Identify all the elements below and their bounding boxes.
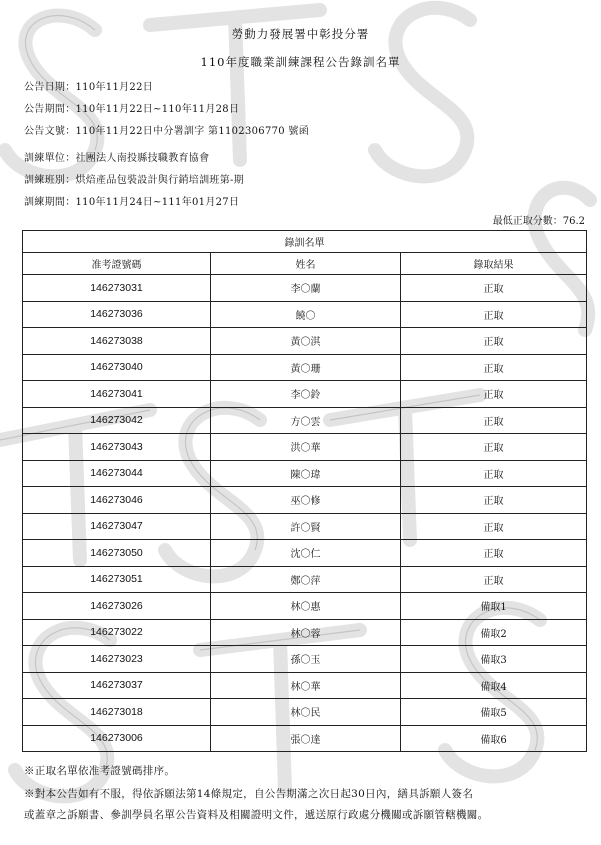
table-caption: 錄訓名單 (23, 231, 587, 253)
table-row (23, 593, 587, 620)
exam-number-cell: 146273023 (23, 646, 211, 673)
note-appeal-1: ※對本公告如有不服，得依訴願法第14條規定，自公告期滿之次日起30日內，繕具訴願人簽名 (24, 788, 474, 800)
result-cell: 備取5 (401, 699, 587, 726)
result-cell: 正取 (401, 566, 587, 593)
result-cell: 備取6 (401, 725, 587, 752)
name-cell: 孫〇玉 (211, 646, 401, 673)
exam-number-cell: 146273037 (23, 672, 211, 699)
training-course: 訓練班別：烘焙產品包裝設計與行銷培訓班第-期 (24, 175, 244, 186)
name-cell: 林〇民 (211, 699, 401, 726)
header-exam-number: 准考證號碼 (23, 253, 211, 275)
document-number: 公告文號：110年11月22日中分署訓字 第1102306770 號函 (24, 126, 310, 137)
minimum-score: 最低正取分數：76.2 (492, 216, 585, 227)
name-cell: 洪〇華 (211, 434, 401, 461)
exam-number-cell: 146273043 (23, 434, 211, 461)
note-sorting: ※正取名單依准考證號碼排序。 (24, 765, 176, 777)
table-row (23, 540, 587, 567)
table-row (23, 487, 587, 514)
name-cell: 沈〇仁 (211, 540, 401, 567)
name-cell: 許〇賢 (211, 513, 401, 540)
table-row (23, 513, 587, 540)
table-row (23, 566, 587, 593)
name-cell: 饒〇 (211, 301, 401, 328)
exam-number-cell: 146273038 (23, 328, 211, 355)
announce-period: 公告期間：110年11月22日~110年11月28日 (24, 104, 240, 115)
table-row (23, 301, 587, 328)
name-cell: 黃〇淇 (211, 328, 401, 355)
name-cell: 林〇華 (211, 672, 401, 699)
exam-number-cell: 146273041 (23, 381, 211, 408)
name-cell: 黃〇珊 (211, 354, 401, 381)
table-row (23, 725, 587, 752)
table-row (23, 328, 587, 355)
exam-number-cell: 146273036 (23, 301, 211, 328)
name-cell: 林〇蓉 (211, 619, 401, 646)
table-row (23, 646, 587, 673)
agency-title: 勞動力發展署中彰投分署 (231, 27, 370, 41)
exam-number-cell: 146273051 (23, 566, 211, 593)
table-row (23, 354, 587, 381)
result-cell: 正取 (401, 407, 587, 434)
table-row (23, 460, 587, 487)
result-cell: 正取 (401, 328, 587, 355)
note-appeal-2: 或蓋章之訴願書、參訓學員名單公告資料及相關證明文件，遞送原行政處分機關或訴願管轄機關。 (24, 809, 489, 821)
exam-number-cell: 146273046 (23, 487, 211, 514)
table-body (23, 275, 587, 752)
exam-number-cell: 146273050 (23, 540, 211, 567)
header-result: 錄取結果 (401, 253, 587, 275)
result-cell: 正取 (401, 540, 587, 567)
table-row (23, 672, 587, 699)
header-name: 姓名 (211, 253, 401, 275)
exam-number-cell: 146273026 (23, 593, 211, 620)
name-cell: 張〇達 (211, 725, 401, 752)
announce-date: 公告日期：110年11月22日 (24, 82, 154, 93)
table-row (23, 381, 587, 408)
name-cell: 陳〇瑋 (211, 460, 401, 487)
result-cell: 備取4 (401, 672, 587, 699)
result-cell: 備取3 (401, 646, 587, 673)
table-row (23, 275, 587, 302)
page-title: 110年度職業訓練課程公告錄訓名單 (200, 55, 401, 69)
result-cell: 正取 (401, 354, 587, 381)
name-cell: 林〇惠 (211, 593, 401, 620)
result-cell: 正取 (401, 460, 587, 487)
result-cell: 正取 (401, 275, 587, 302)
name-cell: 巫〇修 (211, 487, 401, 514)
exam-number-cell: 146273047 (23, 513, 211, 540)
exam-number-cell: 146273006 (23, 725, 211, 752)
admission-table (22, 230, 587, 752)
training-unit: 訓練單位：社團法人南投縣技職教育協會 (24, 153, 210, 164)
result-cell: 正取 (401, 381, 587, 408)
exam-number-cell: 146273022 (23, 619, 211, 646)
training-period: 訓練期間：110年11月24日~111年01月27日 (24, 197, 240, 208)
exam-number-cell: 146273042 (23, 407, 211, 434)
table-row (23, 699, 587, 726)
name-cell: 方〇雲 (211, 407, 401, 434)
result-cell: 正取 (401, 301, 587, 328)
table-row (23, 619, 587, 646)
result-cell: 正取 (401, 513, 587, 540)
exam-number-cell: 146273040 (23, 354, 211, 381)
name-cell: 李〇蘭 (211, 275, 401, 302)
name-cell: 李〇鈴 (211, 381, 401, 408)
exam-number-cell: 146273031 (23, 275, 211, 302)
exam-number-cell: 146273018 (23, 699, 211, 726)
result-cell: 正取 (401, 434, 587, 461)
name-cell: 鄭〇萍 (211, 566, 401, 593)
table-row (23, 407, 587, 434)
result-cell: 備取2 (401, 619, 587, 646)
table-row (23, 434, 587, 461)
result-cell: 正取 (401, 487, 587, 514)
exam-number-cell: 146273044 (23, 460, 211, 487)
result-cell: 備取1 (401, 593, 587, 620)
